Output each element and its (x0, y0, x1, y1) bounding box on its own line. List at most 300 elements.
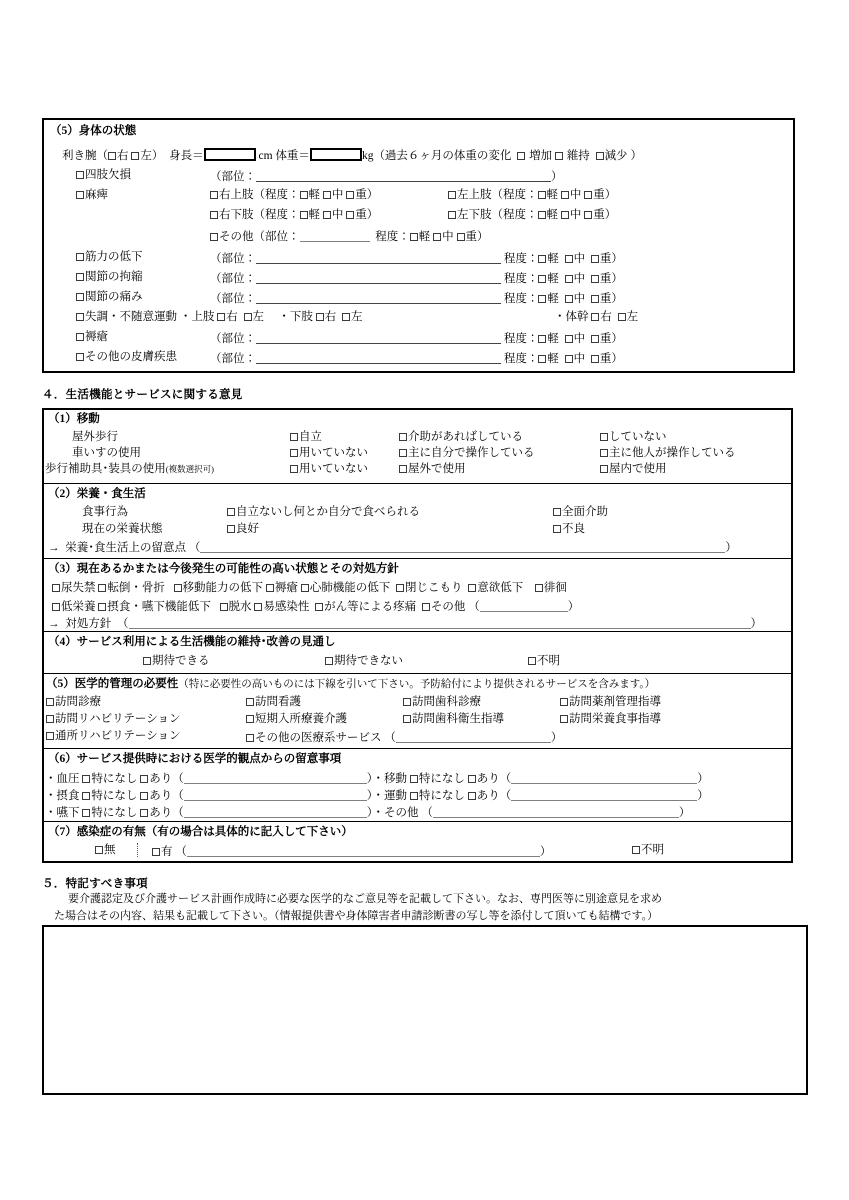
caution-bp-none-label: 特になし (91, 773, 138, 785)
paralysis-left-lower-degree-severe-checkbox[interactable] (584, 211, 592, 219)
bedsore-checkbox[interactable] (76, 333, 84, 341)
joint-pain-part (210, 292, 623, 306)
cond-cancer-pain-label: がん等による疼痛 (324, 601, 417, 613)
cond-malnutrition-checkbox[interactable] (52, 603, 60, 611)
caution-swallow-has-label: あり (149, 807, 173, 819)
nutrition-note-input[interactable] (200, 541, 725, 553)
prognosis-not-expected-checkbox[interactable] (325, 657, 333, 665)
caution-swallow-close-paren: ） (366, 807, 373, 819)
caution-move-none-checkbox[interactable] (410, 775, 418, 783)
caution-eating-input[interactable] (184, 789, 367, 801)
paralysis-right-lower-label: 右下肢 (219, 209, 254, 221)
joint-contracture-label: 関節の拘縮 (85, 271, 143, 283)
muscle-weakness-degree-moderate-checkbox[interactable] (565, 255, 573, 263)
med-day-rehab-checkbox[interactable] (46, 732, 54, 740)
weight-change-maintain-checkbox[interactable] (555, 152, 563, 160)
paralysis-left-upper-degree-severe-label: 重 (593, 189, 605, 201)
muscle-weakness-degree-severe-checkbox[interactable] (591, 255, 599, 263)
policy-input[interactable] (129, 617, 751, 629)
caution-move-input[interactable] (511, 772, 697, 784)
policy-arrow: → (48, 618, 60, 630)
walking-aid-opt-notused (290, 464, 368, 476)
infection-close-paren: ） (539, 846, 552, 858)
section-body-state-heading: （5）身体の状態 (50, 125, 137, 137)
wheelchair-notused-checkbox[interactable] (290, 449, 298, 457)
paralysis-left-upper-degree-mild-checkbox[interactable] (538, 191, 546, 199)
paralysis-left-upper-degree-severe-checkbox[interactable] (584, 191, 592, 199)
bedsore-degree-label: 程度： (503, 333, 539, 345)
paralysis-other-degree-severe-label: 重 (465, 231, 477, 243)
paralysis-left-lower-degree-moderate-checkbox[interactable] (561, 211, 569, 219)
paralysis-other-part-input[interactable] (300, 230, 370, 242)
bedsore-degree-moderate-label: 中 (573, 333, 586, 345)
caution-swallow-label: 嚥下 (56, 807, 80, 819)
muscle-weakness-degree-mild-checkbox[interactable] (538, 255, 546, 263)
med-visiting-nurse-label: 訪問看護 (255, 696, 301, 708)
cond-dehydration-label: 脱水 (228, 601, 252, 613)
paralysis-row-lower (210, 210, 378, 222)
med-home-visit-checkbox[interactable] (46, 698, 54, 706)
dominant-hand-open-paren: （ (96, 150, 108, 162)
paralysis-right-lower-checkbox[interactable] (210, 211, 218, 219)
paralysis-right-lower-degree-severe-checkbox[interactable] (346, 211, 354, 219)
paralysis-left-upper-label: 左上肢 (457, 189, 492, 201)
sub3-row2 (52, 600, 579, 614)
med-other-service-open-paren: （ (384, 732, 396, 744)
weight-change-increase-checkbox[interactable] (517, 152, 525, 160)
section5-freetext-box[interactable] (42, 925, 808, 1095)
joint-pain-degree-mild-checkbox[interactable] (538, 295, 546, 303)
paralysis-left-upper-degree-moderate-label: 中 (569, 189, 582, 201)
joint-pain-degree-severe-checkbox[interactable] (591, 295, 599, 303)
cond-wandering-checkbox[interactable] (535, 584, 543, 592)
walking-aid-indoor-label: 屋内で使用 (609, 463, 667, 475)
cond-dehydration-checkbox[interactable] (220, 603, 228, 611)
caution-exercise-input[interactable] (511, 789, 697, 801)
joint-pain-degree-mild-label: 軽 (547, 293, 559, 305)
joint-contracture-checkbox[interactable] (76, 273, 84, 281)
nutrition-note-arrow: → (48, 542, 60, 554)
sub2-heading: （2）栄養・食生活 (48, 488, 146, 500)
cond-other-checkbox[interactable] (422, 603, 430, 611)
joint-contracture-part-input[interactable] (256, 272, 501, 284)
muscle-weakness-row (76, 252, 143, 264)
cond-mobility-decline-checkbox[interactable] (174, 584, 182, 592)
wheelchair-opt-notused (290, 448, 368, 460)
cond-low-motivation-checkbox[interactable] (468, 584, 476, 592)
bedsore-degree-severe-label: 重 (599, 333, 612, 345)
prognosis-opt-expected (143, 656, 210, 668)
infection-has-label: 有 (161, 846, 173, 858)
paralysis-other-degree-mild-label: 軽 (418, 231, 431, 243)
paralysis-right-upper-degree-moderate-checkbox[interactable] (323, 191, 331, 199)
infection-none-checkbox[interactable] (95, 846, 103, 854)
med-dental-hygiene-checkbox[interactable] (403, 715, 411, 723)
nutrition-state-opt-good (227, 524, 259, 536)
other-skin-disease-part-label: （部位： (210, 353, 256, 365)
ataxia-row (76, 312, 363, 324)
other-skin-disease-degree-mild-label: 軽 (547, 353, 559, 365)
wheelchair-notused-label: 用いていない (299, 447, 368, 459)
outdoor-walking-assisted-checkbox[interactable] (399, 433, 407, 441)
weight-unit: kg (361, 150, 374, 162)
sub4-heading: （4）サービス利用による生活機能の維持･改善の見通し (48, 636, 336, 648)
caution-eating-close-paren: ） (366, 790, 373, 802)
paralysis-right-lower-degree-severe-label: 重 (355, 209, 367, 221)
other-skin-disease-close-paren: ） (611, 353, 623, 365)
paralysis-right-upper-degree-severe-checkbox[interactable] (346, 191, 354, 199)
cond-infection-prone-label: 易感染性 (263, 601, 310, 613)
paralysis-left-upper-degree-label: （程度： (491, 189, 538, 201)
med-dental-visit-label: 訪問歯科診療 (412, 696, 481, 708)
med-dental-hygiene-label: 訪問歯科衛生指導 (412, 713, 504, 725)
bedsore-degree-moderate-checkbox[interactable] (565, 335, 573, 343)
paralysis-left-upper-close-paren: ） (604, 189, 617, 201)
sub3-heading: （3）現在あるかまたは今後発生の可能性の高い状態とその対処方針 (48, 563, 399, 575)
paralysis-label-row (76, 190, 108, 202)
caution-bp-has-checkbox[interactable] (140, 775, 148, 783)
caution-exercise-has-checkbox[interactable] (468, 792, 476, 800)
caution-eating-has-checkbox[interactable] (140, 792, 148, 800)
weight-change-prefix: （過去６ヶ月の体重の変化 (373, 150, 512, 162)
paralysis-left-lower-degree-mild-checkbox[interactable] (538, 211, 546, 219)
outdoor-walking-none-label: していない (609, 431, 667, 443)
dominant-hand-left-label: 左 (140, 150, 152, 162)
caution-bp-none-checkbox[interactable] (82, 775, 90, 783)
walking-aid-outdoor-checkbox[interactable] (399, 465, 407, 473)
cond-cancer-pain-checkbox[interactable] (315, 603, 323, 611)
paralysis-other-checkbox[interactable] (210, 233, 218, 241)
med-mgmt-row1-item1 (46, 697, 101, 709)
med-mgmt-row1-item3 (403, 697, 481, 709)
walking-aid-opt-outdoor (399, 464, 466, 476)
wheelchair-other-checkbox[interactable] (600, 449, 608, 457)
cond-fall-fracture-label: 転倒・骨折 (107, 582, 165, 594)
cond-fall-fracture-checkbox[interactable] (98, 584, 106, 592)
bedsore-degree-mild-checkbox[interactable] (538, 335, 546, 343)
paralysis-right-lower-degree-label: （程度： (253, 209, 300, 221)
paralysis-right-upper-degree-mild-checkbox[interactable] (300, 191, 308, 199)
joint-pain-row (76, 292, 143, 304)
cond-low-motivation-label: 意欲低下 (477, 582, 524, 594)
caution-swallow-input[interactable] (184, 806, 367, 818)
med-mgmt-row3-other (246, 731, 562, 745)
infection-divider (137, 843, 138, 857)
paralysis-right-upper-degree-severe-label: 重 (355, 189, 367, 201)
height-input[interactable] (204, 148, 256, 161)
muscle-weakness-degree-moderate-label: 中 (573, 253, 586, 265)
caution-eating-bullet: ・ (45, 790, 57, 802)
walking-aid-indoor-checkbox[interactable] (600, 465, 608, 473)
ataxia-lower-left-checkbox[interactable] (342, 313, 350, 321)
ataxia-trunk-right-checkbox[interactable] (591, 313, 599, 321)
nutrition-state-label: 現在の栄養状態 (82, 523, 163, 535)
infection-has-opt (152, 845, 551, 859)
walking-aid-label-row (45, 464, 214, 476)
dominant-hand-right-checkbox[interactable] (108, 152, 116, 160)
med-short-stay-checkbox[interactable] (246, 715, 254, 723)
ataxia-trunk-label: ・体幹 (554, 311, 589, 323)
ataxia-lower-right-label: 右 (324, 311, 337, 323)
outdoor-walking-independent-checkbox[interactable] (290, 433, 298, 441)
cond-swallowing-label: 摂食・嚥下機能低下 (107, 601, 211, 613)
paralysis-other-degree-moderate-checkbox[interactable] (433, 233, 441, 241)
ataxia-checkbox[interactable] (76, 313, 84, 321)
ataxia-trunk-left-checkbox[interactable] (618, 313, 626, 321)
joint-contracture-row (76, 272, 143, 284)
joint-contracture-degree-moderate-checkbox[interactable] (565, 275, 573, 283)
paralysis-checkbox[interactable] (76, 191, 84, 199)
bedsore-degree-severe-checkbox[interactable] (591, 335, 599, 343)
med-other-service-close-paren: ） (550, 732, 563, 744)
cond-swallowing-checkbox[interactable] (98, 603, 106, 611)
prognosis-unknown-checkbox[interactable] (528, 657, 536, 665)
ataxia-upper-left-label: 左 (252, 311, 264, 323)
paralysis-right-upper-checkbox[interactable] (210, 191, 218, 199)
cond-cardiopulmonary-checkbox[interactable] (301, 584, 309, 592)
paralysis-other-degree-mild-checkbox[interactable] (410, 233, 418, 241)
caution-move-has-label: あり (476, 773, 500, 785)
ataxia-upper-right-checkbox[interactable] (217, 313, 225, 321)
infection-unknown-checkbox[interactable] (632, 846, 640, 854)
walking-aid-outdoor-label: 屋外で使用 (408, 463, 466, 475)
weight-label: 体重＝ (275, 150, 310, 162)
weight-change-increase-label: 増加 (529, 150, 553, 162)
weight-input[interactable] (310, 148, 362, 161)
med-mgmt-row1-item2 (246, 697, 301, 709)
dominant-hand-label: 利き腕 (62, 150, 97, 162)
med-visiting-nurse-checkbox[interactable] (246, 698, 254, 706)
bedsore-part-input[interactable] (256, 332, 501, 344)
paralysis-other-degree-severe-checkbox[interactable] (457, 233, 465, 241)
joint-contracture-degree-moderate-label: 中 (573, 273, 586, 285)
paralysis-right-lower-degree-mild-checkbox[interactable] (300, 211, 308, 219)
walking-aid-notused-checkbox[interactable] (290, 465, 298, 473)
med-mgmt-row3-item1 (46, 731, 180, 743)
other-skin-disease-degree-severe-checkbox[interactable] (591, 355, 599, 363)
caution-swallow-none-checkbox[interactable] (82, 809, 90, 817)
dominant-hand-right-label: 右 (117, 150, 129, 162)
other-skin-disease-part-input[interactable] (256, 352, 501, 364)
caution-swallow-none-label: 特になし (91, 807, 138, 819)
weight-change-decrease-checkbox[interactable] (596, 152, 604, 160)
sub3-policy-row (48, 617, 762, 631)
wheelchair-label: 車いすの使用 (72, 447, 141, 459)
caution-bp-input[interactable] (184, 772, 367, 784)
med-other-service-checkbox[interactable] (246, 734, 254, 742)
cond-incontinence-label: 尿失禁 (61, 582, 96, 594)
joint-contracture-degree-severe-checkbox[interactable] (591, 275, 599, 283)
muscle-weakness-checkbox[interactable] (76, 253, 84, 261)
ataxia-upper-left-checkbox[interactable] (244, 313, 252, 321)
bedsore-part (210, 332, 623, 346)
other-skin-disease-row (76, 352, 177, 364)
divider-sub3-sub4 (42, 631, 793, 632)
bedsore-part-label: （部位： (210, 333, 256, 345)
med-other-service-input[interactable] (396, 731, 551, 743)
dominant-hand-row (62, 148, 642, 163)
infection-unknown-opt (632, 845, 664, 857)
divider-sub2-sub3 (42, 558, 793, 559)
caution-eating-none-checkbox[interactable] (82, 792, 90, 800)
nutrition-state-poor-label: 不良 (562, 523, 585, 535)
joint-contracture-degree-label: 程度： (503, 273, 539, 285)
paralysis-left-lower-degree-mild-label: 軽 (546, 209, 558, 221)
ataxia-lower-right-checkbox[interactable] (316, 313, 324, 321)
divider-sub4-sub5 (42, 673, 793, 674)
paralysis-left-lower-degree-moderate-label: 中 (569, 209, 582, 221)
outdoor-walking-label: 屋外歩行 (72, 431, 118, 443)
med-day-rehab-label: 通所リハビリテーション (55, 730, 181, 742)
caution-move-close-paren: ） (697, 773, 709, 785)
joint-pain-degree-severe-label: 重 (599, 293, 612, 305)
wheelchair-other-label: 主に他人が操作している (609, 447, 736, 459)
ataxia-trunk-group (554, 312, 638, 324)
paralysis-left-lower-degree-label: （程度： (491, 209, 538, 221)
limb-defect-checkbox[interactable] (76, 171, 84, 179)
caution-other-open-paren: （ (421, 807, 433, 819)
eating-action-opt-fullassist (553, 507, 608, 519)
cond-other-label: その他 (430, 601, 466, 613)
wheelchair-self-label: 主に自分で操作している (408, 447, 535, 459)
caution-eating-row (45, 789, 709, 803)
weight-change-maintain-label: 維持 (566, 150, 590, 162)
height-unit: cm (258, 150, 273, 162)
cond-bedsore-label: 褥瘡 (274, 582, 298, 594)
eating-action-label: 食事行為 (82, 506, 128, 518)
paralysis-other-degree-moderate-label: 中 (442, 231, 454, 243)
muscle-weakness-degree-severe-label: 重 (599, 253, 612, 265)
prognosis-expected-checkbox[interactable] (143, 657, 151, 665)
nutrition-state-good-checkbox[interactable] (227, 525, 235, 533)
cond-bedsore-checkbox[interactable] (266, 584, 274, 592)
med-dental-visit-checkbox[interactable] (403, 698, 411, 706)
caution-exercise-none-label: 特になし (418, 790, 465, 802)
weight-change-suffix: ） (630, 150, 642, 162)
med-mgmt-row2-item2 (246, 714, 347, 726)
wheelchair-self-checkbox[interactable] (399, 449, 407, 457)
cond-malnutrition-label: 低栄養 (61, 601, 96, 613)
paralysis-left-lower-label: 左下肢 (457, 209, 492, 221)
nutrition-state-poor-checkbox[interactable] (553, 525, 561, 533)
section5-paragraph-line2: た場合はその内容、結果も記載して下さい。（情報提供書や身体障害者申請診断書の写し等を添付して頂いても結構です。） (54, 910, 659, 922)
caution-other-close-paren: ） (678, 807, 691, 819)
outdoor-walking-opt-independent (290, 432, 322, 444)
infection-has-checkbox[interactable] (152, 848, 160, 856)
height-label: 身長＝ (169, 150, 204, 162)
caution-other-input[interactable] (433, 806, 679, 818)
other-skin-disease-degree-mild-checkbox[interactable] (538, 355, 546, 363)
infection-detail-input[interactable] (187, 845, 540, 857)
other-skin-disease-checkbox[interactable] (76, 353, 84, 361)
outdoor-walking-none-checkbox[interactable] (600, 433, 608, 441)
cond-housebound-checkbox[interactable] (396, 584, 404, 592)
muscle-weakness-label: 筋力の低下 (85, 251, 143, 263)
infection-none-label: 無 (104, 844, 116, 856)
cond-other-input[interactable] (480, 600, 568, 612)
caution-move-has-checkbox[interactable] (468, 775, 476, 783)
ataxia-label: 失調・不随意運動 (85, 311, 177, 323)
paralysis-other-part-label: （部位： (253, 231, 300, 243)
med-home-rehab-label: 訪問リハビリテーション (55, 713, 181, 725)
other-skin-disease-degree-moderate-checkbox[interactable] (565, 355, 573, 363)
paralysis-right-lower-degree-moderate-checkbox[interactable] (323, 211, 331, 219)
caution-exercise-none-checkbox[interactable] (410, 792, 418, 800)
med-nutrition-guidance-checkbox[interactable] (560, 715, 568, 723)
caution-move-bullet: ・ (372, 773, 384, 785)
prognosis-opt-unknown (528, 656, 560, 668)
muscle-weakness-part-input[interactable] (256, 252, 501, 264)
nutrition-note-label: 栄養･食生活上の留意点 (65, 542, 186, 554)
joint-contracture-part-label: （部位： (210, 273, 256, 285)
eating-action-opt-independent (227, 507, 420, 519)
eating-action-independent-checkbox[interactable] (227, 508, 235, 516)
paralysis-left-lower-checkbox[interactable] (448, 211, 456, 219)
joint-pain-degree-moderate-checkbox[interactable] (565, 295, 573, 303)
paralysis-right-upper-degree-mild-label: 軽 (308, 189, 320, 201)
paralysis-left-upper-checkbox[interactable] (448, 191, 456, 199)
nutrition-state-opt-poor (553, 524, 585, 536)
walking-aid-note: (複数選択可) (165, 464, 214, 474)
cond-infection-prone-checkbox[interactable] (254, 603, 262, 611)
nutrition-note-row (48, 541, 737, 555)
ataxia-trunk-left-label: 左 (626, 311, 639, 323)
paralysis-left-upper-degree-moderate-checkbox[interactable] (561, 191, 569, 199)
caution-eating-label: 摂食 (56, 790, 80, 802)
med-pharmacy-guidance-checkbox[interactable] (560, 698, 568, 706)
paralysis-other-close-paren: ） (477, 231, 489, 243)
limb-defect-part-input[interactable] (256, 170, 551, 182)
ataxia-lower-label: ・下肢 (278, 311, 313, 323)
eating-action-fullassist-label: 全面介助 (562, 506, 608, 518)
paralysis-row-upper (210, 190, 378, 202)
caution-bp-row (45, 772, 709, 786)
paralysis-label: 麻痺 (85, 189, 108, 201)
wheelchair-opt-other (600, 448, 736, 460)
paralysis-right-upper-label: 右上肢 (219, 189, 254, 201)
caution-swallow-has-checkbox[interactable] (140, 809, 148, 817)
joint-pain-checkbox[interactable] (76, 293, 84, 301)
bedsore-row (76, 332, 108, 344)
nutrition-note-close-paren: ） (725, 542, 737, 554)
cond-cardiopulmonary-label: 心肺機能の低下 (309, 582, 391, 594)
joint-pain-degree-moderate-label: 中 (573, 293, 586, 305)
paralysis-other-degree-label: 程度： (375, 231, 410, 243)
joint-contracture-degree-mild-checkbox[interactable] (538, 275, 546, 283)
sub5-heading: （5）医学的管理の必要性 (46, 678, 179, 690)
dominant-hand-left-checkbox[interactable] (131, 152, 139, 160)
bedsore-label: 褥瘡 (85, 331, 108, 343)
muscle-weakness-close-paren: ） (611, 253, 623, 265)
section4-heading: ４．生活機能とサービスに関する意見 (42, 389, 243, 401)
joint-pain-part-input[interactable] (256, 292, 501, 304)
caution-exercise-open-paren: （ (499, 790, 512, 802)
paralysis-row-lower-left (448, 210, 616, 222)
cond-wandering-label: 徘徊 (543, 582, 567, 594)
cond-incontinence-checkbox[interactable] (52, 584, 60, 592)
sub1-heading: （1）移動 (48, 413, 100, 425)
med-home-rehab-checkbox[interactable] (46, 715, 54, 723)
joint-pain-part-label: （部位： (210, 293, 256, 305)
ataxia-trunk-right-label: 右 (600, 311, 612, 323)
paralysis-left-lower-close-paren: ） (604, 209, 617, 221)
divider-sub1-sub2 (42, 483, 793, 484)
caution-bp-label: 血圧 (56, 773, 80, 785)
dominant-hand-close-paren: ） (151, 150, 164, 162)
eating-action-fullassist-checkbox[interactable] (553, 508, 561, 516)
paralysis-other-row (210, 230, 489, 244)
limb-defect-label: 四肢欠損 (85, 169, 131, 181)
